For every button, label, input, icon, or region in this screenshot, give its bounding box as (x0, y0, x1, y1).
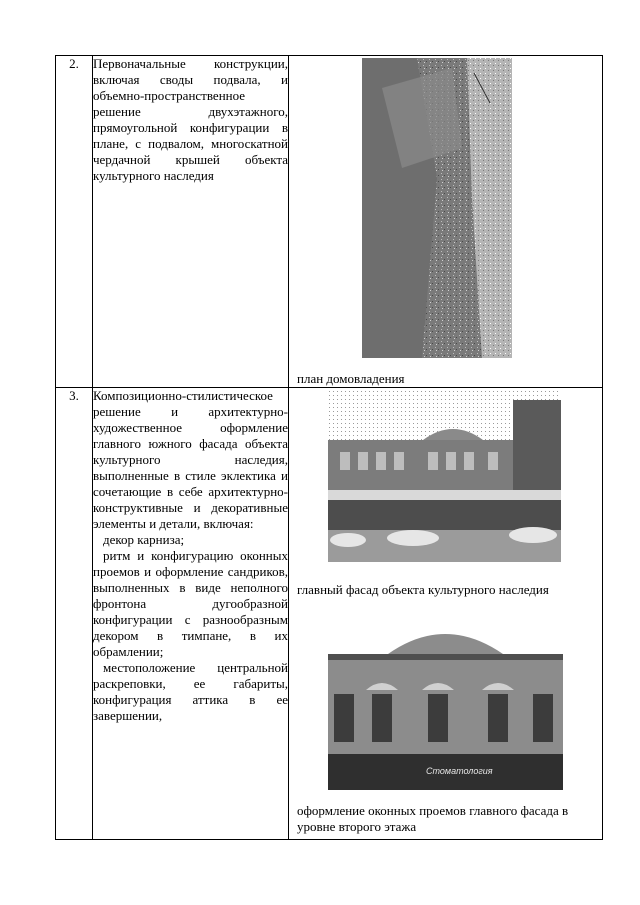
image-cell (289, 388, 603, 840)
description-paragraph: ритм и конфигурацию оконных проемов и оформление сандриков, выполненных в виде неполного фронтона дугообразной конфигурации с разнообразным декором в тимпане, в их обрамлении; (93, 548, 288, 659)
description-text: Первоначальные конструкции, включая своды подвала, и объемно-пространственное решение двухэтажного, прямоугольной конфигурации в плане, с подвалом, многоскатной чердачной крышей объекта культурного наследия (93, 56, 288, 183)
row-description (93, 56, 289, 388)
row-number: 2. (56, 56, 93, 388)
description-paragraph: Композиционно-стилистическое решение и архитектурно-художественное оформление главного южного фасада объекта культурного наследия, выполненные в стиле эклектика и сочетающие в себе архитектурно-конструктивные и декоративные элементы и детали, включая: (93, 388, 288, 531)
image-cell (289, 56, 603, 388)
heritage-table (55, 55, 603, 840)
row-number: 3. (56, 388, 93, 840)
floor-plan-image (602, 56, 640, 356)
sign-text: Стоматология (426, 766, 493, 776)
image-caption: главный фасад объекта культурного наследия (297, 582, 549, 597)
table-row (56, 56, 603, 388)
row-description (93, 388, 289, 840)
floor-plan-photo (362, 58, 512, 358)
image-caption: план домовладения (297, 371, 405, 386)
description-paragraph: местоположение центральной раскреповки, ее габариты, конфигурация аттика в ее завершении, (93, 660, 288, 723)
table-row (56, 388, 603, 840)
description-paragraph: декор карниза; (103, 532, 185, 547)
main-facade-photo (328, 390, 561, 562)
window-detail-photo (328, 614, 563, 790)
image-caption: оформление оконных проемов главного фасада в уровне второго этажа (297, 803, 569, 834)
